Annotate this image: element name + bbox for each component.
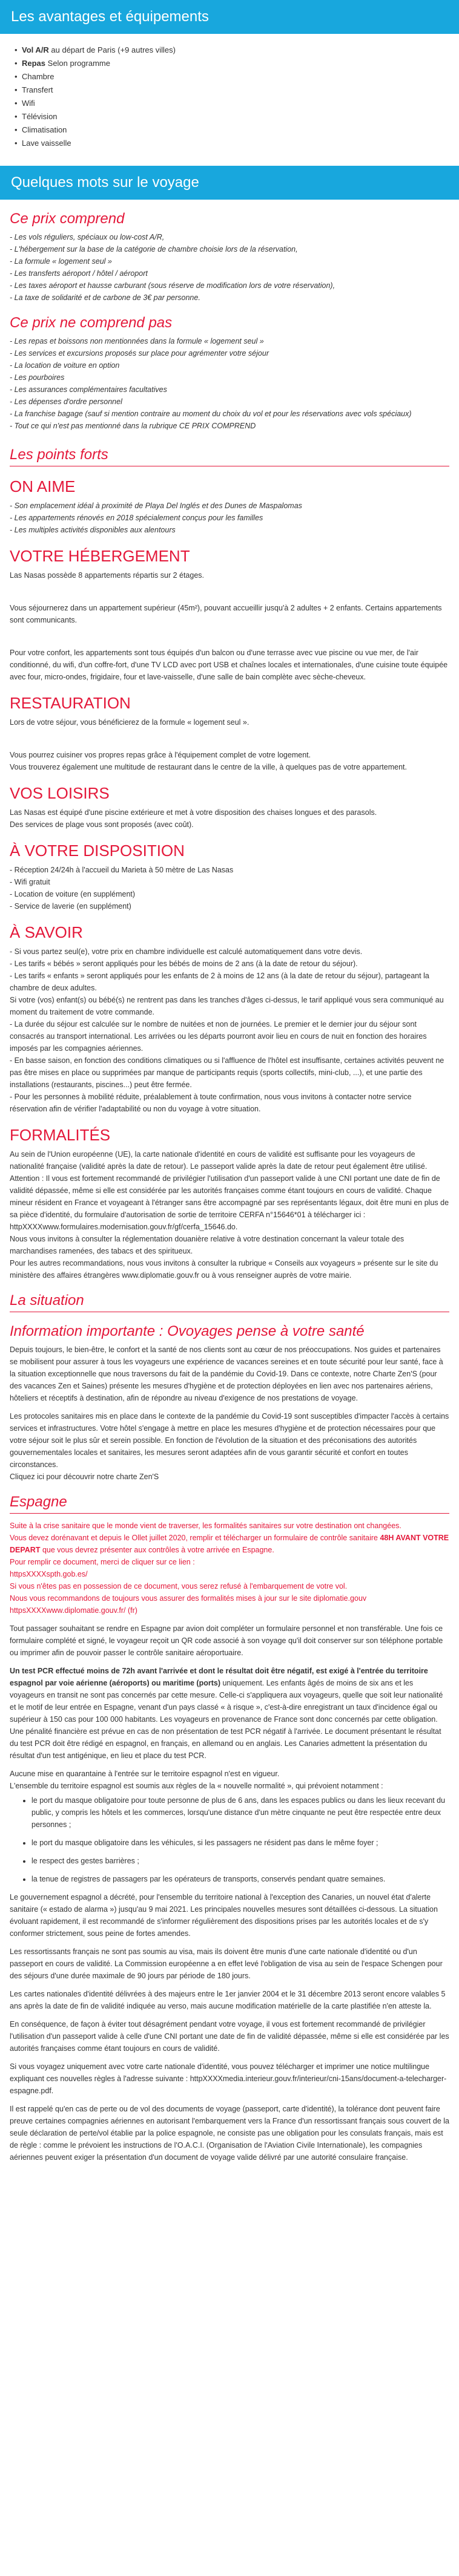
list-item: • Vol A/R au départ de Paris (+9 autres villes) [22,44,459,57]
list-item: - Location de voiture (en supplément) [10,890,136,898]
list-item: - La durée du séjour est calculée sur le nombre de nuitées et non de journées. Le premier et le dernier jour du séjour sont consacrés au transport international. Les arrivées ou les départs pourront avoir lieu en cours de nuit en fonction des horaires imposés par les compagnies aériennes. [10,1020,427,1053]
list-item: • Lave vaisselle [22,137,459,150]
trip-banner: Quelques mots sur le voyage [0,166,459,200]
list-item: • Repas Selon programme [22,57,459,70]
list-item: - L'hébergement sur la base de la catégorie de chambre choisie lors de la réservation, [10,245,298,253]
paragraph: Suite à la crise sanitaire que le monde vient de traverser, les formalités sanitaires sur votre destination ont changées. [10,1522,401,1530]
hebergement-title: VOTRE HÉBERGEMENT [10,547,190,565]
list-item: - Si vous partez seul(e), votre prix en chambre individuelle est calculé automatiquement dans votre devis. [10,947,363,956]
list-item: - Les tarifs « bébés » seront appliqués pour les bébés de moins de 2 ans (à la date de retour du séjour). [10,959,358,968]
list-item: • le respect des gestes barrières ; [31,1855,449,1867]
paragraph: Vous pourrez cuisiner vos propres repas grâce à l'équipement complet de votre logement. [10,751,311,759]
savoir-title: À SAVOIR [10,923,83,941]
paragraph: Vous séjournerez dans un appartement supérieur (45m²), pouvant accueillir jusqu'à 2 adultes + 2 enfants. Certains appartements sont communicants. [10,604,442,624]
list-item: - Service de laverie (en supplément) [10,902,131,910]
list-item: - Les appartements rénovés en 2018 spécialement conçus pour les familles [10,514,263,522]
paragraph: Pour les autres recommandations, nous vous invitons à consulter la rubrique « Conseils aux voyageurs » présente sur le site du ministère des affaires étrangères www.diplomatie.gouv.fr ou à vous renseigner auprès de votre mairie. [10,1259,438,1280]
on-aime-list [10,500,449,536]
paragraph: Pour votre confort, les appartements sont tous équipés d'un balcon ou d'une terrasse avec vue piscine ou vue mer, de l'air conditionné, du wifi, d'un coffre-fort, d'une TV LCD avec port USB et chaînes locales et internationales, d'une cuisine toute équipée avec four, micro-ondes, frigidaire, four et lave-vaisselle, d'une salle de bain complète avec sèche-cheveux. [10,649,448,681]
price-excludes-list [10,335,449,432]
loisirs-title: VOS LOISIRS [10,784,110,802]
price-includes-list [10,231,449,304]
diplomatie-link[interactable]: httpsXXXXwww.diplomatie.gouv.fr/ (fr) [10,1606,137,1615]
espagne-title: Espagne [10,1494,449,1514]
list-item: - Les taxes aéroport et hausse carburant (sous réserve de modification lors de votre réservation), [10,281,335,290]
formalities-link[interactable]: httpXXXXwww.formulaires.modernisation.gouv.fr/gf/cerfa_15646.do. [10,1223,238,1231]
advantages-banner: Les avantages et équipements [0,0,459,34]
list-item: - La taxe de solidarité et de carbone de 3€ par personne. [10,293,200,302]
paragraph: Las Nasas possède 8 appartements répartis sur 2 étages. [10,571,205,580]
on-aime-title: ON AIME [10,477,76,495]
measures-list [10,1794,449,1885]
paragraph: Des services de plage vous sont proposés (avec coût). [10,820,194,829]
list-item: - La formule « logement seul » [10,257,112,266]
trip-content [0,211,459,2163]
list-item: - Les pourboires [10,373,65,382]
list-item: - Son emplacement idéal à proximité de Playa Del Inglés et des Dunes de Maspalomas [10,502,302,510]
list-item: • Wifi [22,97,459,110]
price-includes-title: Ce prix comprend [10,211,125,227]
list-item: - Les assurances complémentaires facultatives [10,385,167,394]
list-item: - Réception 24/24h à l'accueil du Marieta à 50 mètre de Las Nasas [10,866,234,874]
paragraph: Au sein de l'Union européenne (UE), la carte nationale d'identité en cours de validité est suffisante pour les voyageurs de nationalité française (validité après la date de retour). Le passeport valide après la date de retour peut également être utilisé. Attention : Il vous est fortement recommandé de privilégier l'utilisation d'un passeport valide à une CNI portant une date de fin de validité dépassée, même si elle est considérée par les autorités françaises comme étant toujours en cours de validité. Chaque mineur résident en France et voyageant à l'étranger sans être accompagné par ses représentants légaux, doit être muni en plus de sa pièce d'identité, du formulaire d'autorisation de sortie de territoire CERFA n°15646*01 à télécharger ici : [10,1150,449,1219]
list-item: - Les repas et boissons non mentionnées dans la formule « logement seul » [10,337,264,345]
paragraph: L'ensemble du territoire espagnol est soumis aux règles de la « nouvelle normalité », qui prévoient notamment : [10,1782,383,1790]
paragraph: En conséquence, de façon à éviter tout désagrément pendant votre voyage, il vous est fortement recommandé de privilégier l'utilisation d'un passeport valide à celle d'une CNI portant une date de fin de validité dépassée, même si elle est considérée par les autorités françaises comme étant toujours en cours de validité. [10,2020,449,2053]
formalites-title: FORMALITÉS [10,1126,111,1144]
paragraph: Depuis toujours, le bien-être, le confort et la santé de nos clients sont au cœur de nos préoccupations. Nos guides et partenaires se mobilisent pour assurer à tous les voyageurs une expérience de vacances sereines et en toute sécurité pour leur santé, face à la situation exceptionnelle que nous traversons du fait de la pandémie du Covid-19. Dans ce contexte, notre Charte Zen'S (pour des vacances Zen et Saines) présente les mesures d'hygiène et de protection déployées en lien avec nos partenaires aériens, hôteliers et réceptifs à destination, afin de répondre au niveau d'exigence de nos prestations de voyage. [10,1345,443,1402]
spth-link[interactable]: httpsXXXXspth.gob.es/ [10,1570,88,1578]
charter-link[interactable]: Cliquez ici pour découvrir notre charte Zen'S [10,1473,159,1481]
paragraph: Si vous voyagez uniquement avec votre carte nationale d'identité, vous pouvez télécharger et imprimer une notice multilingue expliquant ces nouvelles règles à l'adresse suivante : httpXXXXmedia.interieur.gouv.fr/interieur/cni-15ans/document-a-telecharger-espagne.pdf. [10,2062,447,2095]
list-item: • Transfert [22,83,459,97]
list-item: - Wifi gratuit [10,878,50,886]
disposition-list [10,864,449,912]
list-item: • Télévision [22,110,459,123]
paragraph: Vous trouverez également une multitude de restaurant dans le centre de la ville, à quelques pas de votre appartement. [10,763,407,771]
list-item: - La location de voiture en option [10,361,120,370]
savoir-list [10,946,449,1115]
paragraph: Les cartes nationales d'identité délivrées à des majeurs entre le 1er janvier 2004 et le 31 décembre 2013 seront encore valables 5 ans après la date de fin de validité indiquée au verso, mais aucune modification matérielle de la carte plastifiée n'en atteste la. [10,1990,446,2010]
paragraph: Las Nasas est équipé d'une piscine extérieure et met à votre disposition des chaises longues et des parasols. [10,808,377,817]
list-item: • Chambre [22,70,459,83]
list-item: - La franchise bagage (sauf si mention contraire au moment du choix du vol et pour les réservations avec vols spéciaux) [10,410,412,418]
list-item: • le port du masque obligatoire pour toute personne de plus de 6 ans, dans les espaces publics ou dans les lieux recevant du public, y compris les hôtels et les commerces, lorsqu'une distance d'un mètre cinquante ne peut être respectée entre deux personnes ; [31,1794,449,1831]
paragraph: Le gouvernement espagnol a décrété, pour l'ensemble du territoire national à l'exception des Canaries, un nouvel état d'alerte sanitaire (« estado de alarma ») jusqu'au 9 mai 2021. Les principales nouvelles mesures sont détaillées ci-dessous. La situation évoluant rapidement, il est recommandé de s'informer régulièrement des dispositions prises par les autorités locales et de s'y conformer strictement, sous peine de fortes amendes. [10,1893,438,1938]
advantages-list [0,44,459,150]
list-item: - Les dépenses d'ordre personnel [10,397,122,406]
list-item: Si votre (vos) enfant(s) ou bébé(s) ne rentrent pas dans les tranches d'âges ci-dessus, le tarif appliqué vous sera communiqué au moment du traitement de votre commande. [10,996,444,1016]
strong-points-title: Les points forts [10,446,449,466]
situation-title: La situation [10,1292,449,1312]
paragraph: Un test PCR effectué moins de 72h avant l'arrivée et dont le résultat doit être négatif, est exigé à l'entrée du territoire espagnol par voie aérienne (aéroports) ou maritime (ports) uniquement. Les enfants âgés de moins de six ans et les voyageurs en transit ne sont pas concernés par cette mesure. Celle-ci s'appliquera aux voyageurs, quelle que soit leur nationalité et le motif de leur entrée en Espagne, venant d'un pays classé « à risque », c'est-à-dire enregistrant un taux d'incidence égal ou supérieur à 150 cas pour 100 000 habitants. Les voyageurs en provenance de France sont donc concernés par cette obligation. Une pénalité financière est prévue en cas de non présentation de test PCR négatif à l'arrivée. Le document présentant le résultat du test PCR doit être rédigé en espagnol, en français, en allemand ou en anglais. Les Canaries admettent la présentation du résultat d'un test antigénique, en lieu et place du test PCR. [10,1667,443,1760]
health-info-title: Information importante : Ovoyages pense à votre santé [10,1323,365,1339]
paragraph: Nous vous invitons à consulter la réglementation douanière relative à votre destination concernant la valeur totale des marchandises ramenées, des tabacs et des spiritueux. [10,1235,405,1255]
paragraph: Les protocoles sanitaires mis en place dans le contexte de la pandémie du Covid-19 sont susceptibles d'impacter l'accès à certains services et infrastructures. Votre hôtel s'engage à mettre en place les mesures d'hygiène et de protection nécessaires pour que votre séjour soit le plus sûr et serein possible. En fonction de l'évolution de la situation et des préconisations des autorités gouvernementales locales et sanitaires, les mesures seront adaptées afin de vous garantir sécurité et confort en toutes circonstances. [10,1412,449,1469]
paragraph: Lors de votre séjour, vous bénéficierez de la formule « logement seul ». [10,718,249,727]
paragraph: Les ressortissants français ne sont pas soumis au visa, mais ils doivent être munis d'une carte nationale d'identité ou d'un passeport en cours de validité. La Commission européenne a en effet levé l'obligation de visa au sein de l'espace Schengen pour des séjours d'une durée maximale de 90 jours par période de 180 jours. [10,1947,443,1980]
list-item: - Les transferts aéroport / hôtel / aéroport [10,269,148,278]
list-item: - En basse saison, en fonction des conditions climatiques ou si l'affluence de l'hôtel est insuffisante, certaines activités peuvent ne pas être mises en place ou supprimées par manque de participants requis (sports collectifs, mini-club, ...), et une partie des installations (restaurants, piscines...) peut être fermée. [10,1056,444,1089]
paragraph: Aucune mise en quarantaine à l'entrée sur le territoire espagnol n'est en vigueur. [10,1770,280,1778]
list-item: - Les multiples activités disponibles aux alentours [10,526,176,534]
restauration-title: RESTAURATION [10,694,131,712]
list-item: • le port du masque obligatoire dans les véhicules, si les passagers ne résident pas dans le même foyer ; [31,1837,449,1849]
list-item: • la tenue de registres de passagers par les opérateurs de transports, conservés pendant quatre semaines. [31,1873,449,1885]
paragraph: Il est rappelé qu'en cas de perte ou de vol des documents de voyage (passeport, carte d'identité), la tolérance dont peuvent faire preuve certaines compagnies aériennes en autorisant l'embarquement vers la France d'un ressortissant français sous couvert de la seule déclaration de perte/vol établie par la police espagnole, ne consiste pas une obligation pour les consulats français, mais est de règle : comme le prévoient les instructions de l'O.A.C.I. (Organisation de l'Aviation Civile Internationale), les compagnies aériennes peuvent exiger la présentation d'un document de voyage valide délivré par une autorité consulaire française. [10,2105,449,2162]
list-item: - Tout ce qui n'est pas mentionné dans la rubrique CE PRIX COMPREND [10,422,256,430]
paragraph: Nous vous recommandons de toujours vous assurer des formalités mises à jour sur le site diplomatie.gouv [10,1594,367,1603]
paragraph: Pour remplir ce document, merci de cliquer sur ce lien : [10,1558,195,1566]
price-excludes-title: Ce prix ne comprend pas [10,315,173,331]
paragraph: Vous devez dorénavant et depuis le Ollet juillet 2020, remplir et télécharger un formulaire de contrôle sanitaire 48H AVANT VOTRE DEPART que vous devrez présenter aux contrôles à votre arrivée en Espagne. [10,1534,449,1554]
list-item: - Les services et excursions proposés sur place pour agrémenter votre séjour [10,349,269,358]
list-item: • Climatisation [22,123,459,137]
list-item: - Pour les personnes à mobilité réduite, préalablement à toute confirmation, nous vous invitons à contacter notre service réservation afin de vérifier l'adaptabilité ou non du voyage à votre situation. [10,1093,412,1113]
list-item: - Les vols réguliers, spéciaux ou low-cost A/R, [10,233,165,241]
disposition-title: À VOTRE DISPOSITION [10,842,185,860]
paragraph: Si vous n'êtes pas en possession de ce document, vous serez refusé à l'embarquement de votre vol. [10,1582,348,1590]
list-item: - Les tarifs « enfants » seront appliqués pour les enfants de 2 à moins de 12 ans (à la date de retour du séjour), partageant la chambre de deux adultes. [10,972,429,992]
paragraph: Tout passager souhaitant se rendre en Espagne par avion doit compléter un formulaire personnel et non transférable. Une fois ce formulaire complété et signé, le voyageur reçoit un QR code associé à son voyage qu'il doit conserver sur son téléphone portable ou imprimer afin de pouvoir passer le contrôle sanitaire aéroportuaire. [10,1624,443,1657]
